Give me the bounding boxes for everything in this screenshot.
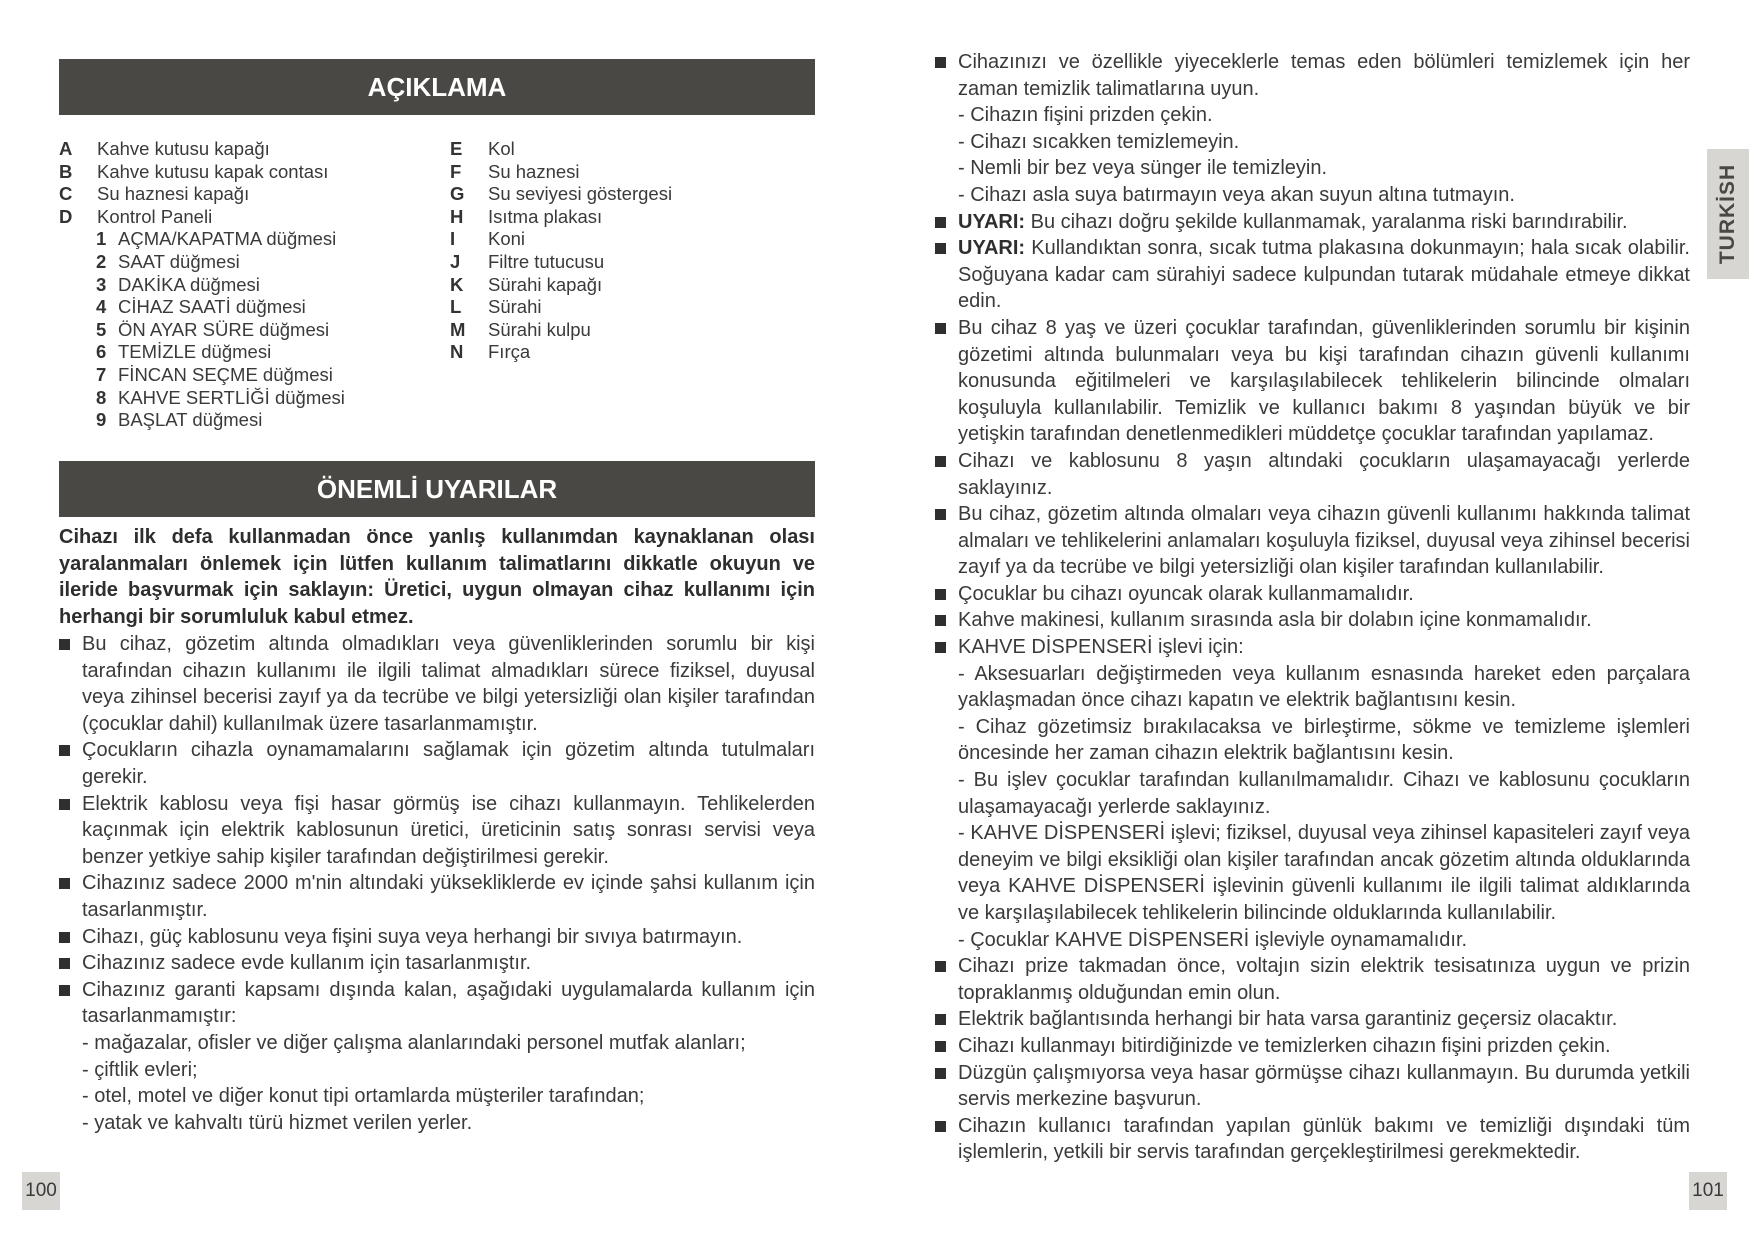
part-item: [450, 251, 810, 274]
control-button-number: 9: [96, 409, 107, 431]
part-letter: G: [450, 183, 465, 205]
usage-exclusion-item: - yatak ve kahvaltı türü hizmet verilen yerler.: [82, 1111, 473, 1134]
part-item: [450, 138, 810, 161]
warning-notice-1: [935, 209, 1690, 236]
part-label: Kahve kutusu kapağı: [97, 138, 270, 159]
warning-text: Bu cihazı doğru şekilde kullanmamak, yaralanma riski barındırabilir.: [1030, 210, 1628, 233]
part-letter: N: [450, 341, 464, 363]
control-button-label: BAŞLAT düğmesi: [118, 409, 263, 431]
parts-list-col1: [59, 138, 439, 432]
part-label: Su haznesi: [488, 160, 580, 182]
control-button-item: [59, 341, 439, 364]
control-button-label: ÖN AYAR SÜRE düğmesi: [118, 318, 330, 340]
part-item: [450, 183, 810, 206]
part-item: [450, 341, 810, 364]
control-button-label: FİNCAN SEÇME düğmesi: [118, 363, 333, 385]
right-page-content: [935, 49, 1690, 1166]
usage-exclusion-item: - otel, motel ve diğer konut tipi ortamlarda müşteriler tarafından;: [82, 1085, 645, 1108]
part-label: Isıtma plakası: [488, 205, 603, 227]
part-letter: B: [59, 160, 73, 182]
language-tab: [1707, 149, 1749, 279]
part-item: [59, 183, 439, 206]
cleaning-step: - Cihazın fişini prizden çekin.: [958, 104, 1213, 127]
left-page: [0, 0, 874, 1235]
control-button-label: KAHVE SERTLİĞİ düğmesi: [118, 386, 345, 408]
control-button-number: 7: [96, 363, 107, 385]
bullet-square-icon: [935, 217, 946, 228]
bullet-square-icon: [935, 456, 946, 467]
part-letter: F: [450, 160, 462, 182]
control-button-number: 5: [96, 318, 107, 340]
bullet-square-icon: [935, 615, 946, 626]
warning-item: [59, 977, 815, 1030]
bullet-square-icon: [935, 1041, 946, 1052]
warning-item: [59, 791, 815, 871]
control-button-number: 8: [96, 386, 107, 408]
cleaning-step: - Cihazı asla suya batırmayın veya akan suyun altına tutmayın.: [958, 183, 1515, 206]
part-item: [450, 296, 810, 319]
warnings-list: [59, 631, 815, 1136]
bullet-square-icon: [935, 961, 946, 972]
bullet-square-icon: [59, 639, 70, 650]
warning-item: [59, 631, 815, 737]
part-item: [450, 228, 810, 251]
control-button-number: 4: [96, 296, 107, 318]
part-letter: C: [59, 183, 73, 205]
cleaning-item: [935, 49, 1690, 102]
cleaning-intro: Cihazınızı ve özellikle yiyeceklerle temas eden bölümleri temizlemek için her zaman temizlik talimatlarına uyun.: [958, 51, 1690, 100]
warning-text: Elektrik kablosu veya fişi hasar görmüş ise cihazı kullanmayın. Tehlikelerden kaçınmak için elektrik kablosunun üretici, üreticinin satış sonrası servisi veya benzer yetkiye sahip kişiler tarafından değiştirilmesi gerekir.: [82, 792, 815, 868]
control-button-label: DAKİKA düğmesi: [118, 273, 260, 295]
part-label: Sürahi: [488, 296, 542, 318]
part-item: [450, 319, 810, 342]
warning-text: Kullandıktan sonra, sıcak tutma plakasına dokunmayın; hala sıcak olabilir. Soğuyana kadar cam sürahiyi sadece kulpundan tutarak müdahale etmeye dikkat edin.: [958, 237, 1690, 313]
child-safety-text: Cihazı ve kablosunu 8 yaşın altındaki çocukların ulaşamayacağı yerlerde saklayınız.: [958, 449, 1690, 499]
warning-label: UYARI:: [958, 237, 1026, 260]
dispenser-note: - Çocuklar KAHVE DİSPENSERİ işleviyle oynamamalıdır.: [958, 928, 1468, 951]
cleaning-step: - Cihazı sıcakken temizlemeyin.: [958, 130, 1240, 153]
part-label: Sürahi kulpu: [488, 318, 591, 340]
child-safety-item: [935, 581, 1690, 608]
electrical-text: Elektrik bağlantısında herhangi bir hata varsa garantiniz geçersiz olacaktır.: [958, 1008, 1618, 1031]
warning-label: UYARI:: [958, 210, 1026, 233]
dispenser-intro: KAHVE DİSPENSERİ işlevi için:: [958, 636, 1244, 659]
part-item: [450, 206, 810, 229]
warning-item: [59, 737, 815, 790]
control-button-item: [59, 274, 439, 297]
dispenser-item: [935, 634, 1690, 661]
control-button-item: [59, 296, 439, 319]
electrical-item: [935, 953, 1690, 1006]
part-letter: D: [59, 205, 73, 227]
part-label: Sürahi kapağı: [488, 273, 603, 295]
part-letter: E: [450, 138, 463, 159]
bullet-square-icon: [935, 509, 946, 520]
child-safety-text: Bu cihaz, gözetim altında olmaları veya cihazın güvenli kullanımı hakkında talimat almaları ve tehlikelerini anlamaları koşuluyla fiziksel, duyusal veya zihinsel becerisi zayıf ya da tecrübe ve bilgi yetersizliği olan kişiler tarafından kullanılabilir.: [958, 503, 1690, 579]
part-label: Kontrol Paneli: [97, 205, 213, 227]
control-button-label: TEMİZLE düğmesi: [118, 341, 272, 363]
bullet-square-icon: [59, 985, 70, 996]
warning-text: Çocukların cihazla oynamamalarını sağlamak için gözetim altında tutulmaları gerekir.: [82, 739, 815, 788]
bullet-square-icon: [59, 958, 70, 969]
bullet-square-icon: [935, 642, 946, 653]
part-label: Fırça: [488, 341, 531, 363]
bullet-square-icon: [935, 1014, 946, 1025]
control-button-item: [59, 251, 439, 274]
dispenser-note: - KAHVE DİSPENSERİ işlevi; fiziksel, duyusal veya zihinsel kapasiteleri zayıf veya deneyim ve bilgi eksikliği olan kişiler tarafından ancak gözetim altında olduklarında veya KAHVE DİSPENSERİ işlevinin güvenli kullanımı ile ilgili talimat aldıklarında ve karşılaşılabilecek tehlikelerin bilincinde olduklarında kullanılabilir.: [958, 822, 1690, 924]
warning-item: [59, 924, 815, 951]
control-button-number: 3: [96, 273, 107, 295]
control-button-item: [59, 319, 439, 342]
bullet-square-icon: [59, 878, 70, 889]
part-label: Su seviyesi göstergesi: [488, 183, 673, 205]
child-safety-item: [935, 315, 1690, 448]
part-letter: M: [450, 318, 466, 340]
control-button-item: [59, 387, 439, 410]
part-label: Kahve kutusu kapak contası: [97, 160, 329, 182]
part-letter: J: [450, 250, 461, 272]
dispenser-note: - Bu işlev çocuklar tarafından kullanılmamalıdır. Cihazı ve kablosunu çocukların ulaşamayacağı yerlerde saklayınız.: [958, 769, 1690, 818]
child-safety-text: Çocuklar bu cihazı oyuncak olarak kullanmamalıdır.: [958, 582, 1414, 605]
part-item: [59, 138, 439, 161]
electrical-item: [935, 1033, 1690, 1060]
control-button-number: 6: [96, 341, 107, 363]
warning-text: Cihazınız sadece evde kullanım için tasarlanmıştır.: [82, 952, 532, 975]
warning-notice-2: [935, 235, 1690, 315]
warning-text: Bu cihaz, gözetim altında olmadıkları veya güvenliklerinden sorumlu bir kişi tarafından cihazın kullanımı ile ilgili talimat almadıkları sürece fiziksel, duyusal veya zihinsel becerisi zayıf ya da tecrübe ve bilgi yetersizliği olan kişiler tarafından (çocuklar dahil) kullanılmak üzere tasarlanmamıştır.: [82, 633, 815, 735]
warnings-title: ÖNEMLİ UYARILAR: [59, 461, 815, 517]
warning-text: Cihazınız garanti kapsamı dışında kalan, aşağıdaki uygulamalarda kullanım için tasarlanmamıştır:: [82, 978, 815, 1028]
part-letter: H: [450, 205, 464, 227]
control-button-number: 2: [96, 250, 107, 272]
electrical-text: Cihazı kullanmayı bitirdiğinizde ve temizlerken cihazın fişini prizden çekin.: [958, 1034, 1611, 1057]
child-safety-item: [935, 501, 1690, 581]
electrical-item: [935, 1060, 1690, 1113]
warning-text: Cihazı, güç kablosunu veya fişini suya veya herhangi bir sıvıya batırmayın.: [82, 925, 743, 948]
bullet-square-icon: [935, 589, 946, 600]
description-title: AÇIKLAMA: [59, 59, 815, 115]
bullet-square-icon: [935, 1121, 946, 1132]
part-letter: A: [59, 138, 73, 159]
bullet-square-icon: [935, 1068, 946, 1079]
child-safety-text: Kahve makinesi, kullanım sırasında asla bir dolabın içine konmamalıdır.: [958, 609, 1592, 632]
cleaning-step: - Nemli bir bez veya sünger ile temizleyin.: [958, 157, 1328, 180]
warning-item: [59, 950, 815, 977]
child-safety-text: Bu cihaz 8 yaş ve üzeri çocuklar tarafından, güvenliklerinden sorumlu bir kişinin gözetimi altında bulunmaları veya bu kişi tarafından cihazın güvenli kullanımı konusunda eğitilmeleri ve karşılaşılabilecek tehlikelerin bilincinde olmaları koşuluyla kullanılabilir. Temizlik ve kullanıcı bakımı 8 yaşından büyük ve bir yetişkin tarafından denetlenmedikleri müddetçe çocuklar tarafından yapılamaz.: [958, 316, 1690, 446]
child-safety-item: [935, 448, 1690, 501]
part-label: Koni: [488, 228, 526, 250]
usage-exclusion-item: - çiftlik evleri;: [82, 1058, 198, 1081]
page-number-right: 101: [1689, 1172, 1727, 1210]
control-button-label: AÇMA/KAPATMA düğmesi: [118, 228, 337, 250]
electrical-item: [935, 1006, 1690, 1033]
control-button-number: 1: [96, 228, 107, 250]
part-item: [59, 206, 439, 229]
part-item: [450, 161, 810, 184]
electrical-item: [935, 1113, 1690, 1166]
part-item: [59, 161, 439, 184]
dispenser-note: - Aksesuarları değiştirmeden veya kullanım esnasında hareket eden parçalara yaklaşmadan önce cihazı kapatın ve elektrik bağlantısını kesin.: [958, 662, 1690, 712]
warning-item: [59, 870, 815, 923]
bullet-square-icon: [935, 323, 946, 334]
control-button-label: CİHAZ SAATİ düğmesi: [118, 296, 306, 318]
parts-list-col2: [450, 138, 810, 364]
part-letter: K: [450, 273, 464, 295]
part-letter: I: [450, 228, 456, 250]
dispenser-note: - Cihaz gözetimsiz bırakılacaksa ve birleştirme, sökme ve temizleme işlemleri öncesinde her zaman cihazın elektrik bağlantısını kesin.: [958, 715, 1690, 765]
control-button-item: [59, 364, 439, 387]
bullet-square-icon: [59, 745, 70, 756]
part-label: Filtre tutucusu: [488, 250, 605, 272]
child-safety-item: [935, 607, 1690, 634]
bullet-square-icon: [59, 932, 70, 943]
control-button-label: SAAT düğmesi: [118, 250, 240, 272]
part-letter: L: [450, 296, 462, 318]
page-number-left: 100: [22, 1172, 60, 1210]
bullet-square-icon: [935, 57, 946, 68]
part-label: Kol: [488, 138, 515, 159]
electrical-text: Cihazı prize takmadan önce, voltajın sizin elektrik tesisatınıza uygun ve prizin topraklanmış olduğundan emin olun.: [958, 955, 1690, 1004]
part-label: Su haznesi kapağı: [97, 183, 250, 205]
warning-text: Cihazınız sadece 2000 m'nin altındaki yüksekliklerde ev içinde şahsi kullanım için tasarlanmıştır.: [82, 872, 815, 921]
electrical-text: Düzgün çalışmıyorsa veya hasar görmüşse cihazı kullanmayın. Bu durumda yetkili servis merkezine başvurun.: [958, 1061, 1690, 1111]
warnings-intro: Cihazı ilk defa kullanmadan önce yanlış kullanımdan kaynaklanan olası yaralanmaları önlemek için lütfen kullanım talimatlarını dikkatle okuyun ve ileride başvurmak için saklayın: Üretici, uygun olmayan cihaz kullanımı için herhangi bir sorumluluk kabul etmez.: [59, 526, 815, 628]
control-button-item: [59, 228, 439, 251]
bullet-square-icon: [59, 799, 70, 810]
control-button-item: [59, 409, 439, 432]
usage-exclusion-item: - mağazalar, ofisler ve diğer çalışma alanlarındaki personel mutfak alanları;: [82, 1031, 746, 1054]
bullet-square-icon: [935, 243, 946, 254]
language-tab-label: TURKİSH: [1716, 163, 1739, 265]
electrical-text: Cihazın kullanıcı tarafından yapılan günlük bakımı ve temizliği dışındaki tüm işlemlerin, yetkili bir servis tarafından gerçekleştirilmesi gerekmektedir.: [958, 1114, 1690, 1164]
part-item: [450, 274, 810, 297]
